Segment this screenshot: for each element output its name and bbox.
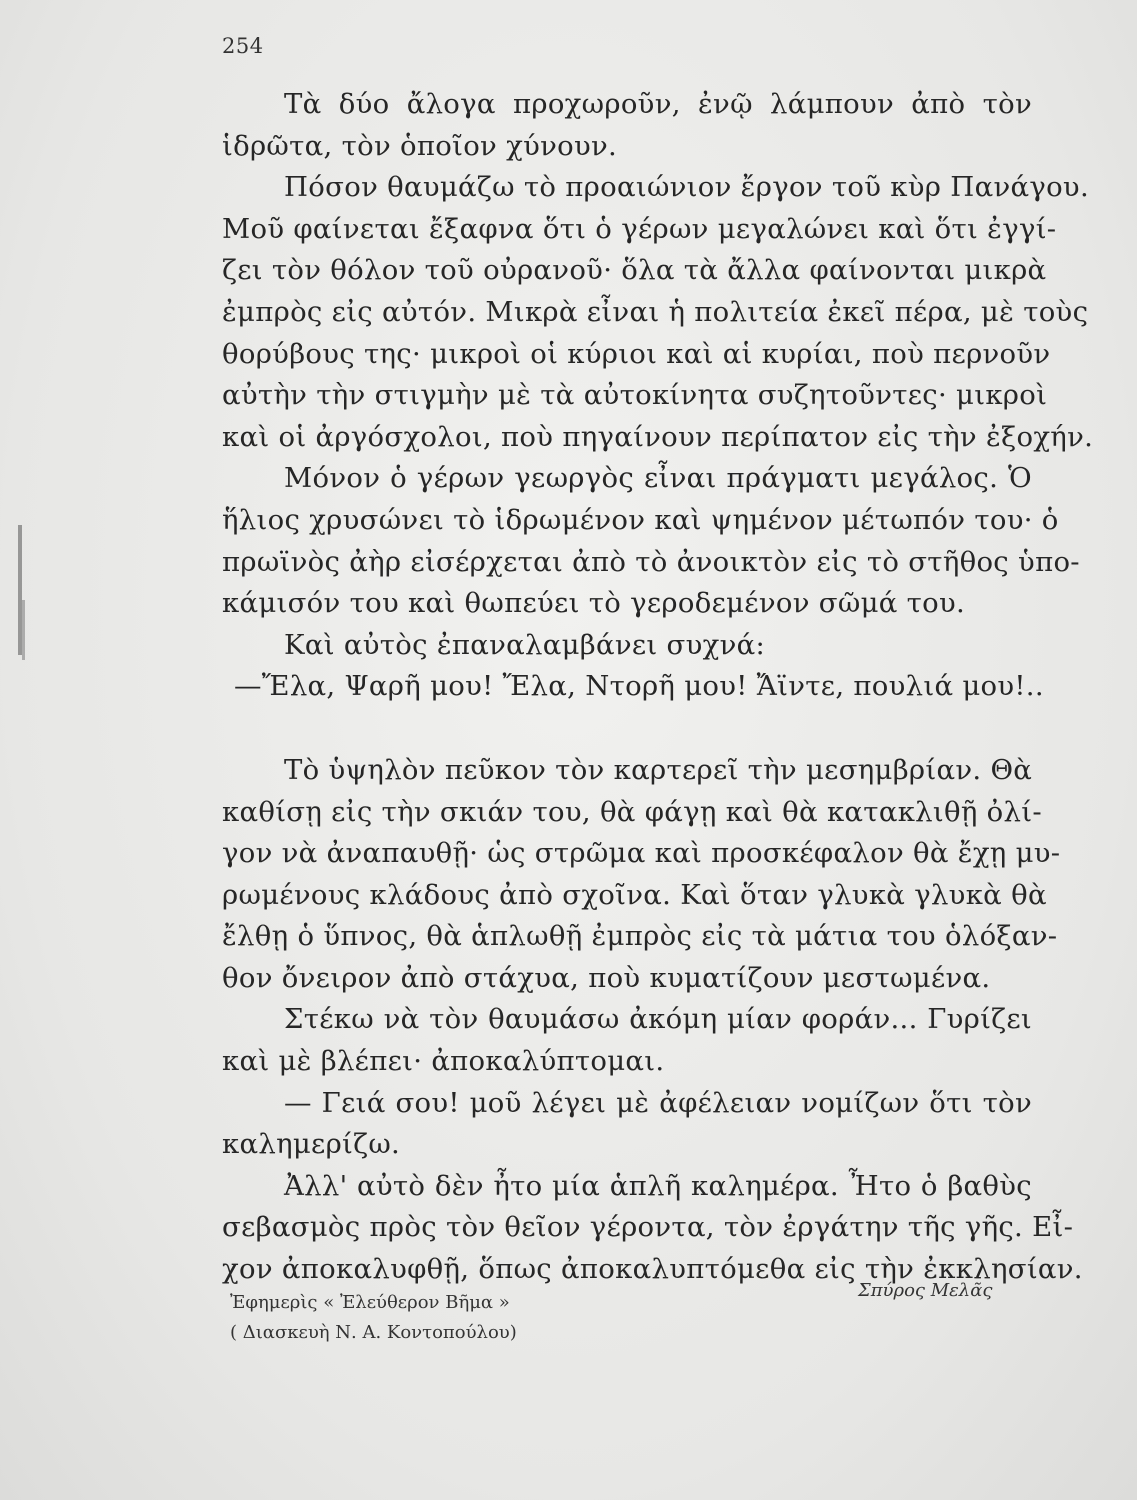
text-line: Πόσον θαυμάζω τὸ προαιώνιον ἔργον τοῦ κὺρ Πανάγου. xyxy=(284,171,1089,204)
text-line: — Γειά σου! μοῦ λέγει μὲ ἀφέλειαν νομίζων ὅτι τὸν xyxy=(284,1086,1032,1119)
text-line: ζει τὸν θόλον τοῦ οὐρανοῦ· ὅλα τὰ ἄλλα φαίνονται μικρὰ xyxy=(222,254,1047,287)
text-line: σεβασμὸς πρὸς τὸν θεῖον γέροντα, τὸν ἐργάτην τῆς γῆς. Εἶ- xyxy=(222,1211,1074,1244)
source-adaptation: ( Διασκευὴ Ν. Α. Κοντοπούλου) xyxy=(230,1322,517,1343)
text-line: θορύβους της· μικροὶ οἱ κύριοι καὶ αἱ κυρίαι, ποὺ περνοῦν xyxy=(222,337,1051,370)
author-signature: Σπύρος Μελᾶς xyxy=(858,1280,993,1301)
text-line: ἔλθῃ ὁ ὕπνος, θὰ ἁπλωθῇ ἐμπρὸς εἰς τὰ μάτια του ὁλόξαν- xyxy=(222,920,1058,953)
section-gap xyxy=(222,708,1032,750)
text-line: Στέκω νὰ τὸν θαυμάσω ἀκόμη μίαν φοράν... Γυρίζει xyxy=(284,1003,1032,1036)
text-line: ἥλιος χρυσώνει τὸ ἱδρωμένον καὶ ψημένον μέτωπόν του· ὁ xyxy=(222,503,1059,536)
text-line: Μοῦ φαίνεται ἔξαφνα ὅτι ὁ γέρων μεγαλώνει καὶ ὅτι ἐγγί- xyxy=(222,212,1057,245)
margin-ink-mark xyxy=(22,600,25,660)
body-text xyxy=(222,84,1094,1291)
text-line: Μόνον ὁ γέρων γεωργὸς εἶναι πράγματι μεγάλος. Ὁ xyxy=(284,462,1032,495)
text-line: θον ὄνειρον ἀπὸ στάχυα, ποὺ κυματίζουν μεστωμένα. xyxy=(222,961,991,994)
text-line: καθίσῃ εἰς τὴν σκιάν του, θὰ φάγῃ καὶ θὰ κατακλιθῇ ὀλί- xyxy=(222,795,1042,828)
text-line: χον ἀποκαλυφθῇ, ὅπως ἀποκαλυπτόμεθα εἰς τὴν ἐκκλησίαν. xyxy=(222,1253,1083,1286)
text-line: Ἀλλ' αὐτὸ δὲν ἦτο μία ἁπλῆ καλημέρα. Ἦτο ὁ βαθὺς xyxy=(284,1169,1032,1202)
text-line: —Ἔλα, Ψαρῆ μου! Ἔλα, Ντορῆ μου! Ἄϊντε, πουλιά μου!.. xyxy=(234,670,1044,703)
text-line: καὶ οἱ ἀργόσχολοι, ποὺ πηγαίνουν περίπατον εἰς τὴν ἐξοχήν. xyxy=(222,420,1094,453)
text-line: καὶ μὲ βλέπει· ἀποκαλύπτομαι. xyxy=(222,1045,665,1078)
text-line: Καὶ αὐτὸς ἐπαναλαμβάνει συχνά: xyxy=(284,628,766,661)
text-line: γον νὰ ἀναπαυθῇ· ὡς στρῶμα καὶ προσκέφαλον θὰ ἔχῃ μυ- xyxy=(222,837,1061,870)
text-line: ἱδρῶτα, τὸν ὁποῖον χύνουν. xyxy=(222,129,618,162)
source-newspaper: Ἐφημερὶς « Ἐλεύθερον Βῆμα » xyxy=(230,1292,510,1313)
text-line: Τὸ ὑψηλὸν πεῦκον τὸν καρτερεῖ τὴν μεσημβρίαν. Θὰ xyxy=(284,753,1033,786)
text-line: ρωμένους κλάδους ἀπὸ σχοῖνα. Καὶ ὅταν γλυκὰ γλυκὰ θὰ xyxy=(222,878,1047,911)
text-line: πρωϊνὸς ἀὴρ εἰσέρχεται ἀπὸ τὸ ἀνοικτὸν εἰς τὸ στῆθος ὑπο- xyxy=(222,545,1080,578)
text-line: καλημερίζω. xyxy=(222,1128,401,1161)
text-line: κάμισόν του καὶ θωπεύει τὸ γεροδεμένον σῶμά του. xyxy=(222,587,966,620)
text-line: αὐτὴν τὴν στιγμὴν μὲ τὰ αὐτοκίνητα συζητοῦντες· μικροὶ xyxy=(222,379,1048,412)
text-line: ἐμπρὸς εἰς αὐτόν. Μικρὰ εἶναι ἡ πολιτεία ἐκεῖ πέρα, μὲ τοὺς xyxy=(222,295,1089,328)
page-number: 254 xyxy=(222,34,264,58)
text-line: Τὰ δύο ἄλογα προχωροῦν, ἐνῷ λάμπουν ἀπὸ τὸν xyxy=(284,88,1032,120)
